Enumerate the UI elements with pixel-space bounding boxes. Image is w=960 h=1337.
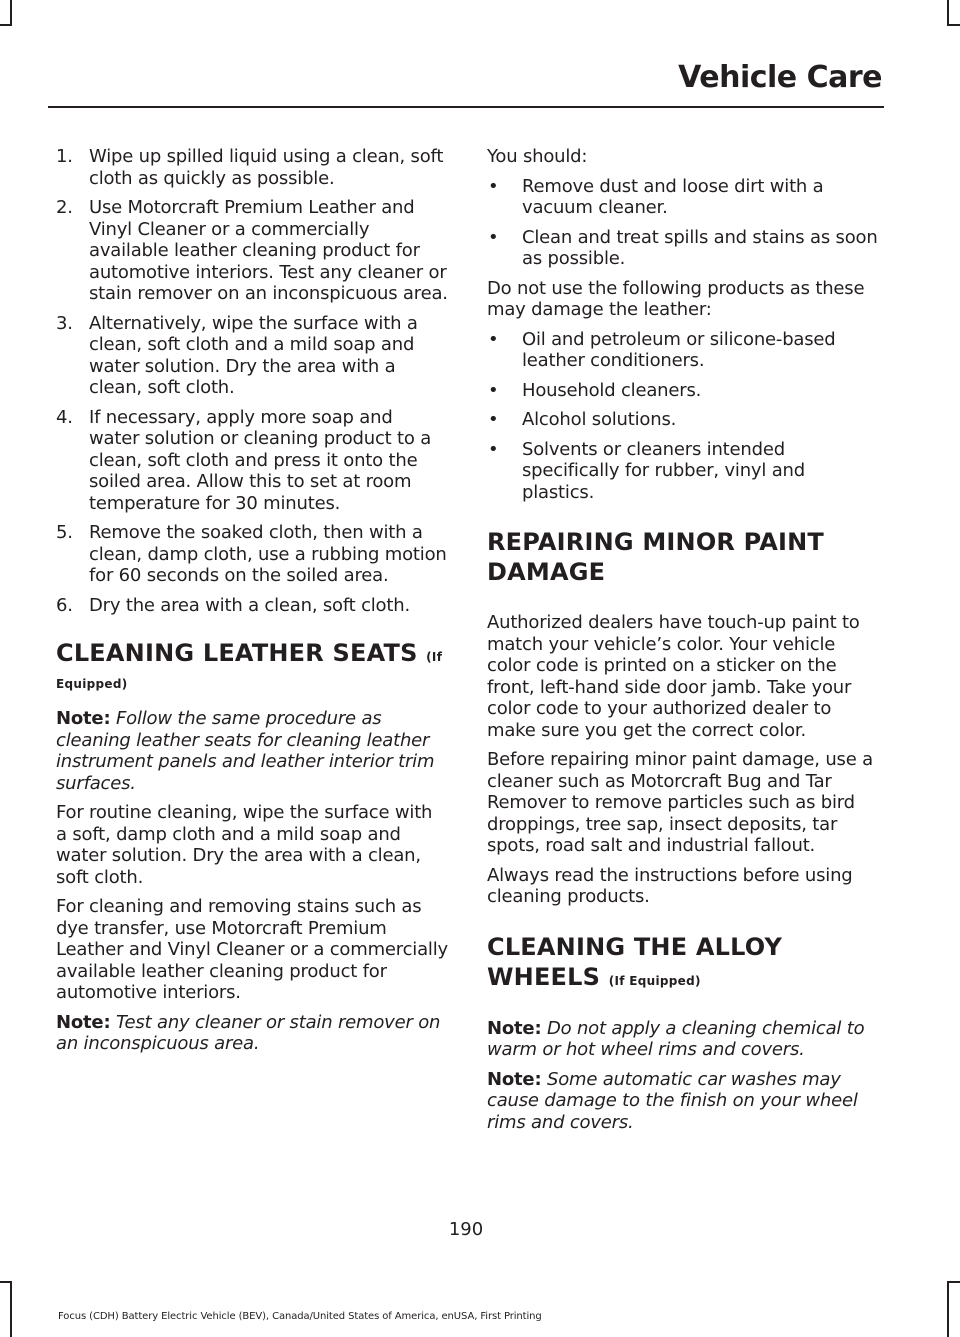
section-heading-suffix: (If Equipped) bbox=[608, 973, 701, 988]
section-heading-suffix: (If bbox=[426, 650, 443, 664]
section-heading-leather-seats bbox=[56, 638, 448, 672]
step-item bbox=[56, 313, 448, 399]
left-column bbox=[56, 146, 448, 1063]
list-item bbox=[487, 380, 882, 402]
bullet: • bbox=[488, 409, 499, 430]
note-paragraph bbox=[56, 708, 448, 794]
body-paragraph: Before repairing minor paint damage, use a cleaner such as Motorcraft Bug and Tar Remover to remove particles such as bird droppings, tree sap, insect deposits, tar spots, road salt and industrial fallout. bbox=[487, 749, 873, 856]
crop-mark-top-right-h bbox=[947, 24, 960, 26]
note-paragraph bbox=[487, 1018, 882, 1061]
header-rule bbox=[48, 106, 884, 108]
step-text: Use Motorcraft Premium Leather and Vinyl Cleaner or a commercially available leather cleaning product for automotive interiors. Test any cleaner or stain remover on an inconspicuous area. bbox=[89, 197, 448, 304]
note-text: Some automatic car washes may cause damage to the finish on your wheel rims and covers. bbox=[487, 1068, 858, 1133]
note-label: Note: bbox=[56, 1011, 111, 1033]
step-item bbox=[56, 197, 448, 305]
body-paragraph: Authorized dealers have touch-up paint to match your vehicle’s color. Your vehicle color code is printed on a sticker on the front, left-hand side door jamb. Take your color code to your authorized dealer to make sure you get the correct color. bbox=[487, 612, 860, 741]
list-item bbox=[487, 439, 882, 504]
list-item-text: Alcohol solutions. bbox=[522, 409, 677, 430]
page-header bbox=[0, 60, 960, 95]
note-label: Note: bbox=[487, 1017, 542, 1039]
crop-mark-top-right bbox=[947, 0, 949, 26]
note-label: Note: bbox=[487, 1068, 542, 1090]
list-item bbox=[487, 409, 882, 431]
body-paragraph: You should: bbox=[487, 146, 588, 167]
section-heading-alloy-wheels bbox=[487, 932, 882, 962]
section-heading-line-2: WHEELS bbox=[487, 962, 601, 991]
step-item bbox=[56, 522, 448, 587]
section-heading-minor-paint-2 bbox=[487, 557, 882, 587]
step-number: 5. bbox=[56, 522, 73, 543]
bullet: • bbox=[488, 379, 499, 401]
page-number: 190 bbox=[448, 1219, 484, 1240]
list-item-text: Remove dust and loose dirt with a vacuum cleaner. bbox=[522, 175, 824, 218]
crop-mark-top-left-h bbox=[0, 24, 12, 26]
list-item bbox=[487, 176, 882, 219]
note-paragraph bbox=[487, 1069, 882, 1134]
note-paragraph bbox=[56, 1012, 448, 1055]
step-item bbox=[56, 146, 448, 189]
step-text: Alternatively, wipe the surface with a clean, soft cloth and a mild soap and water solution. Dry the area with a clean, soft cloth. bbox=[89, 312, 418, 398]
list-item-text: Household cleaners. bbox=[522, 379, 702, 401]
right-column bbox=[487, 146, 882, 1141]
step-number: 1. bbox=[56, 146, 73, 167]
footer-text: Focus (CDH) Battery Electric Vehicle (BEV), Canada/United States of America, enUSA, First Printing bbox=[58, 1311, 542, 1322]
list-item bbox=[487, 227, 882, 270]
section-heading-line-1: CLEANING THE ALLOY bbox=[487, 932, 783, 961]
note-text: Test any cleaner or stain remover on an inconspicuous area. bbox=[56, 1011, 441, 1054]
page-title: Vehicle Care bbox=[678, 60, 882, 95]
step-text: Remove the soaked cloth, then with a clean, damp cloth, use a rubbing motion for 60 seconds on the soiled area. bbox=[89, 522, 447, 586]
list-item-text: Solvents or cleaners intended specifically for rubber, vinyl and plastics. bbox=[522, 438, 805, 503]
section-heading-text: CLEANING LEATHER SEATS bbox=[56, 639, 418, 667]
list-item-text: Clean and treat spills and stains as soon as possible. bbox=[522, 226, 878, 269]
note-text: Follow the same procedure as cleaning leather seats for cleaning leather instrument panels and leather interior trim surfaces. bbox=[56, 708, 435, 794]
section-heading-alloy-wheels-2 bbox=[487, 962, 882, 996]
body-paragraph: Do not use the following products as these may damage the leather: bbox=[487, 277, 865, 320]
step-text: Dry the area with a clean, soft cloth. bbox=[89, 594, 410, 616]
step-text: Wipe up spilled liquid using a clean, soft cloth as quickly as possible. bbox=[89, 146, 444, 189]
crop-mark-bottom-left bbox=[10, 1281, 12, 1337]
note-text: Do not apply a cleaning chemical to warm or hot wheel rims and covers. bbox=[487, 1017, 865, 1060]
note-label: Note: bbox=[56, 708, 111, 729]
bullet: • bbox=[488, 226, 499, 248]
crop-mark-bottom-right-h bbox=[947, 1281, 960, 1283]
section-heading-line-1: REPAIRING MINOR PAINT bbox=[487, 528, 825, 556]
bullet: • bbox=[488, 328, 499, 350]
step-text: If necessary, apply more soap and water solution or cleaning product to a clean, soft cloth and press it onto the soiled area. Allow this to set at room temperature for 30 minutes. bbox=[89, 406, 432, 514]
list-item-text: Oil and petroleum or silicone-based leather conditioners. bbox=[522, 328, 836, 371]
bullet: • bbox=[488, 175, 499, 197]
body-paragraph: For routine cleaning, wipe the surface with a soft, damp cloth and a mild soap and water solution. Dry the area with a clean, soft cloth. bbox=[56, 802, 433, 888]
body-paragraph: Always read the instructions before using cleaning products. bbox=[487, 864, 853, 907]
step-item bbox=[56, 407, 448, 515]
step-item bbox=[56, 595, 448, 617]
crop-mark-bottom-right bbox=[947, 1281, 949, 1337]
list-item bbox=[487, 329, 882, 372]
step-number: 6. bbox=[56, 594, 73, 616]
section-heading-line-2: DAMAGE bbox=[487, 558, 606, 586]
body-paragraph: For cleaning and removing stains such as dye transfer, use Motorcraft Premium Leather and Vinyl Cleaner or a commercially available leather cleaning product for automotive interiors. bbox=[56, 896, 448, 1003]
section-heading-suffix-continued: Equipped) bbox=[56, 677, 128, 691]
step-number: 4. bbox=[56, 406, 73, 428]
step-number: 3. bbox=[56, 312, 73, 334]
bullet: • bbox=[488, 438, 499, 460]
step-number: 2. bbox=[56, 197, 73, 218]
crop-mark-bottom-left-h bbox=[0, 1281, 12, 1283]
crop-mark-top-left bbox=[10, 0, 12, 26]
section-heading-minor-paint bbox=[487, 527, 882, 557]
